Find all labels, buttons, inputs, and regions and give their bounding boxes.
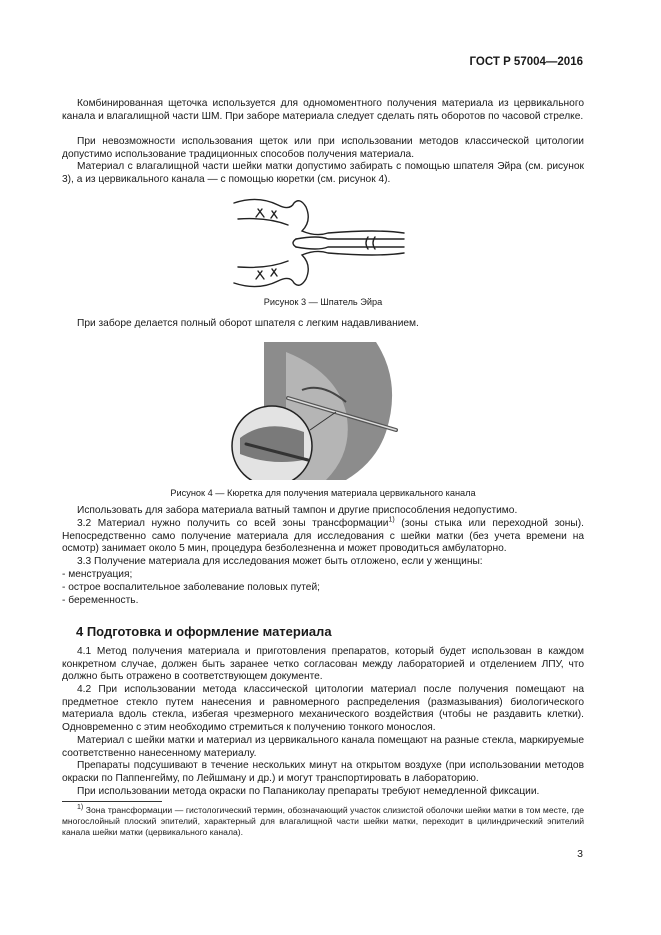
document-header: ГОСТ Р 57004—2016 bbox=[469, 56, 583, 68]
paragraph-4-2: 4.2 При использовании метода классической цитологии материал после получения помещают на предметное стекло путем нанесения и равномерного распределения (размазывания) биологического материала вдоль стекла, избегая чрезмерного механического воздействия (чтобы не раздавить клетки). Одновременно с этим необходимо стремиться к получению тонкого монослоя. bbox=[62, 684, 584, 733]
paragraph-combined-brush: Комбинированная щеточка используется для одномоментного получения материала из цервикального канала и влагалищной части ШМ. При заборе материала следует сделать пять оборотов по часовой стрелке. bbox=[62, 98, 584, 122]
footnote bbox=[62, 805, 584, 839]
paragraph-ayre-spatula: Материал с влагалищной части шейки матки допустимо забирать с помощью шпателя Эйра (см. рисунок 3), а из цервикального канала — с помощью кюретки (см. рисунок 4). bbox=[62, 161, 584, 185]
paragraph-papanicolaou: При использовании метода окраски по Папаниколау препараты требуют немедленной фиксации. bbox=[77, 786, 540, 797]
paragraph-3-2 bbox=[62, 518, 584, 556]
footnote-text: Зона трансформации — гистологический термин, обозначающий участок слизистой оболочки шейки матки в том месте, где многослойный плоский эпителий, характерный для влагалищной части шейки матки, переходит в цилиндрический эпителий канала шейки матки (цервикального канала). bbox=[62, 805, 584, 838]
page-number: 3 bbox=[577, 848, 583, 860]
figure-4-curette bbox=[226, 342, 412, 480]
list-item: - беременность. bbox=[62, 595, 139, 606]
paragraph-3-2-text-b: (зоны стыка или переходной зоны). Непосредственно само получение материала для исследования с шейки матки (без учета времени на осмотр) занимает около 5 мин, процедура безболезненна и может проводиться амбулаторно. bbox=[62, 518, 584, 555]
figure-4-caption: Рисунок 4 — Кюретка для получения материала цервикального канала bbox=[170, 488, 476, 498]
paragraph-full-rotation: При заборе делается полный оборот шпателя с легким надавливанием. bbox=[77, 318, 419, 329]
figure-3-ayre-spatula bbox=[228, 193, 408, 293]
paragraph-4-1: 4.1 Метод получения материала и приготовления препаратов, который будет использован в каждом конкретном случае, должен быть заранее четко согласован между лабораторией и отделением ЛПУ, что должно быть отражено в соответствующем документе. bbox=[62, 646, 584, 683]
paragraph-3-2-text-a: 3.2 Материал нужно получить со всей зоны трансформации bbox=[77, 518, 389, 529]
paragraph-traditional-methods: При невозможности использования щеток или при использовании методов классической цитологии допустимо использование традиционных способов получения материала. bbox=[62, 136, 584, 160]
list-item: - менструация; bbox=[62, 569, 133, 580]
paragraph-separate-slides: Материал с шейки матки и материал из цервикального канала помещают на разные стекла, маркируемые соответственно нанесенному материалу. bbox=[62, 735, 584, 759]
figure-3-caption: Рисунок 3 — Шпатель Эйра bbox=[263, 297, 383, 307]
footnote-reference: 1) bbox=[388, 516, 395, 524]
footnote-separator bbox=[62, 801, 162, 802]
paragraph-3-3: 3.3 Получение материала для исследования может быть отложено, если у женщины: bbox=[77, 556, 483, 567]
paragraph-no-cotton-swab: Использовать для забора материала ватный тампон и другие приспособления недопустимо. bbox=[77, 505, 518, 516]
list-item: - острое воспалительное заболевание половых путей; bbox=[62, 582, 320, 593]
section-4-title: 4 Подготовка и оформление материала bbox=[76, 624, 332, 639]
paragraph-drying: Препараты подсушивают в течение нескольких минут на открытом воздухе (при использовании методов окраски по Паппенгейму, по Лейшману и др.) и могут транспортировать в лабораторию. bbox=[62, 760, 584, 784]
footnote-mark: 1) bbox=[77, 804, 84, 812]
